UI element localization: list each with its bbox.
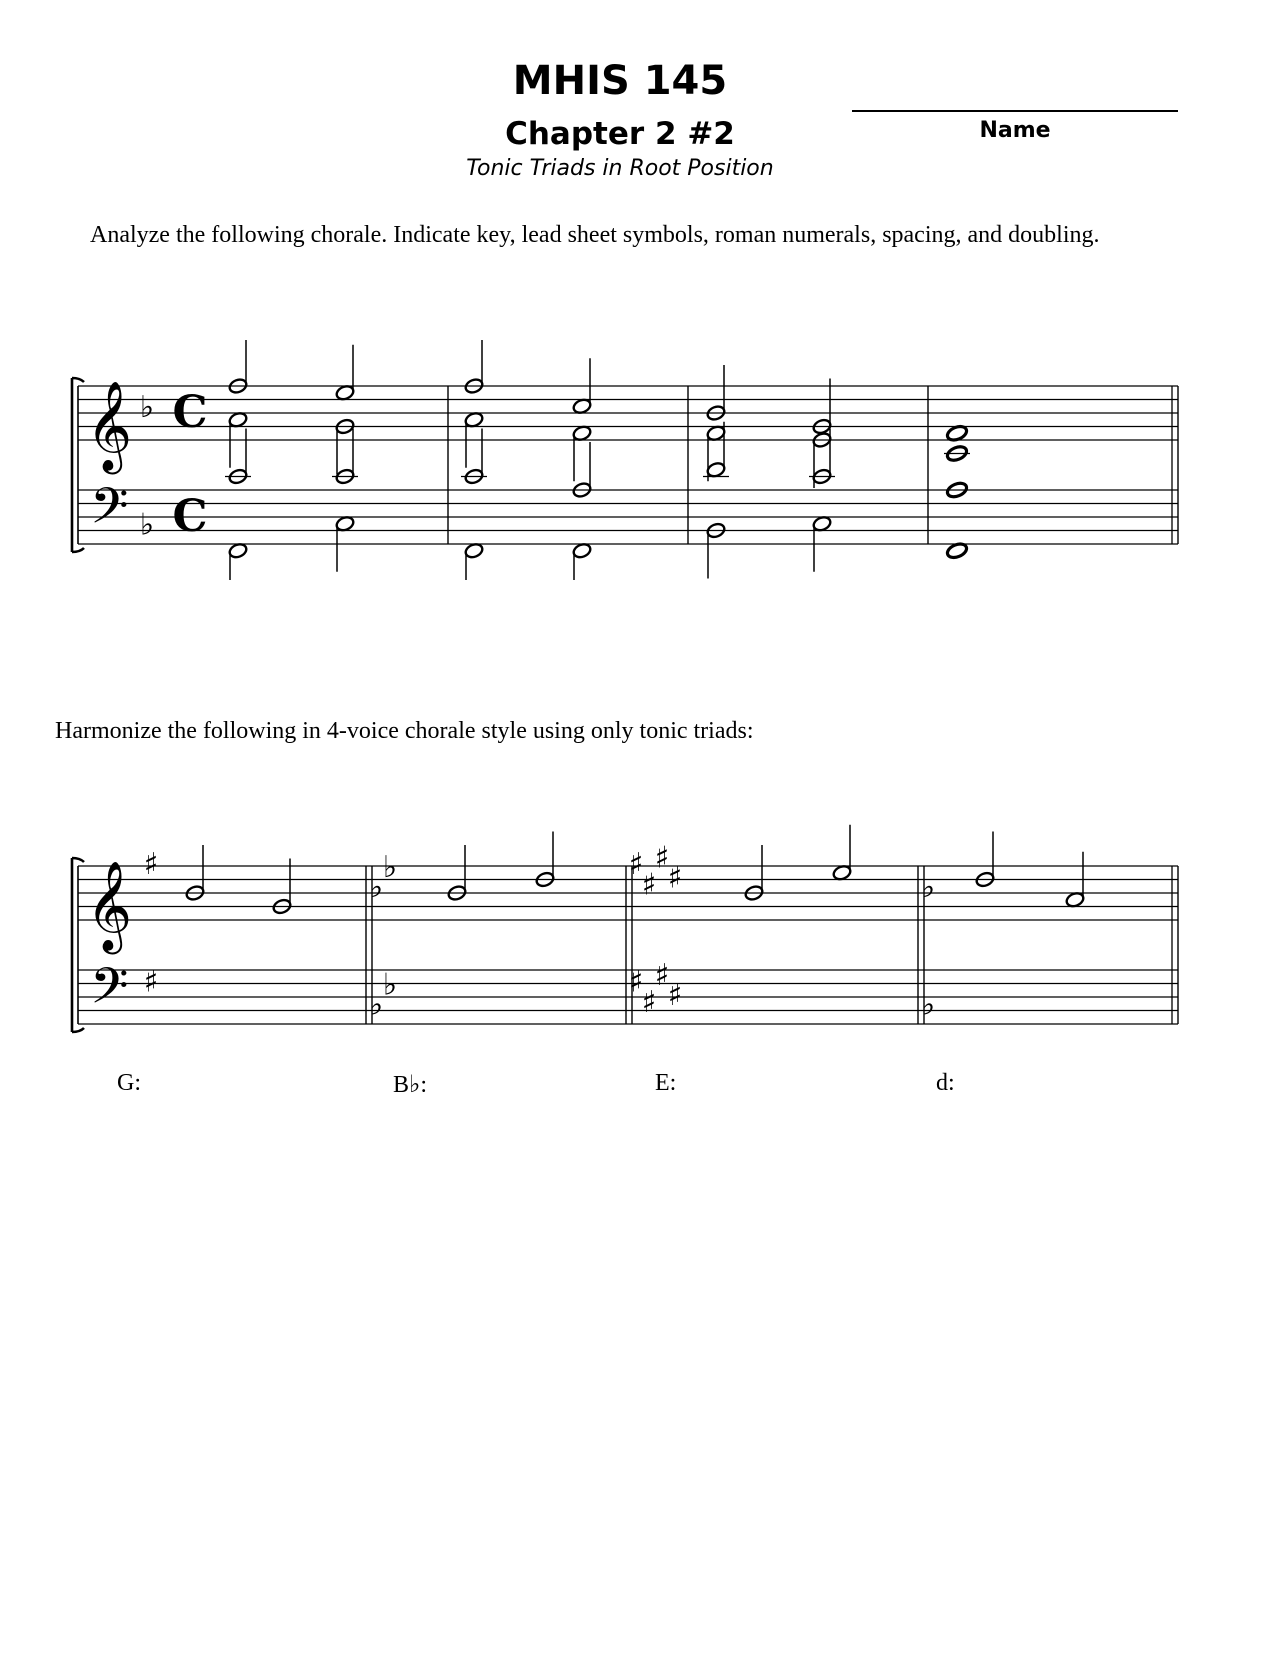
key-signature-flat-icon: ♭ xyxy=(920,987,936,1023)
key-label-d-minor: d: xyxy=(936,1070,955,1096)
topic-subtitle: Tonic Triads in Root Position xyxy=(466,156,774,181)
key-signature-sharp-icon: ♯ xyxy=(654,840,670,876)
key-label-e-major: E: xyxy=(655,1070,677,1096)
bass-clef-icon: 𝄢 xyxy=(90,477,129,548)
key-label-bflat-major: B♭: xyxy=(393,1072,427,1098)
key-signature-flat-icon: ♭ xyxy=(139,507,155,543)
key-signature-sharp-icon: ♯ xyxy=(143,847,159,882)
key-signature-flat-icon: ♭ xyxy=(920,870,936,905)
key-signature-sharp-icon: ♯ xyxy=(654,957,670,993)
bass-clef-icon: 𝄢 xyxy=(90,957,129,1028)
chorale-score xyxy=(0,340,1280,580)
treble-clef-icon: 𝄞 xyxy=(86,861,133,951)
key-signature-flat-icon: ♭ xyxy=(139,390,155,425)
name-label: Name xyxy=(979,118,1051,143)
key-signature-sharp-icon: ♯ xyxy=(667,978,683,1013)
treble-clef-icon: 𝄞 xyxy=(86,381,133,471)
key-signature-flat-icon: ♭ xyxy=(382,849,398,885)
course-title: MHIS 145 xyxy=(512,58,728,104)
key-signature-flat-icon: ♭ xyxy=(368,870,384,905)
time-signature-common-icon: C xyxy=(172,491,208,542)
time-signature-common-icon: C xyxy=(172,387,208,438)
key-signature-sharp-icon: ♯ xyxy=(667,860,683,896)
key-signature-sharp-icon: ♯ xyxy=(628,964,644,1000)
name-field-line[interactable] xyxy=(852,88,1178,112)
harmonize-instructions: Harmonize the following in 4-voice chorale style using only tonic triads: xyxy=(55,718,754,744)
analyze-instructions: Analyze the following chorale. Indicate key, lead sheet symbols, roman numerals, spacing, and doubling. xyxy=(90,222,1100,248)
key-signature-sharp-icon: ♯ xyxy=(628,847,644,882)
key-signature-sharp-icon: ♯ xyxy=(641,984,657,1020)
key-signature-flat-icon: ♭ xyxy=(382,967,398,1003)
chapter-title: Chapter 2 #2 xyxy=(505,116,735,152)
key-label-g-major: G: xyxy=(117,1070,141,1096)
key-signature-sharp-icon: ♯ xyxy=(641,867,657,903)
key-signature-sharp-icon: ♯ xyxy=(143,964,159,1000)
key-signature-flat-icon: ♭ xyxy=(368,987,384,1023)
harmonization-score xyxy=(0,820,1280,1060)
